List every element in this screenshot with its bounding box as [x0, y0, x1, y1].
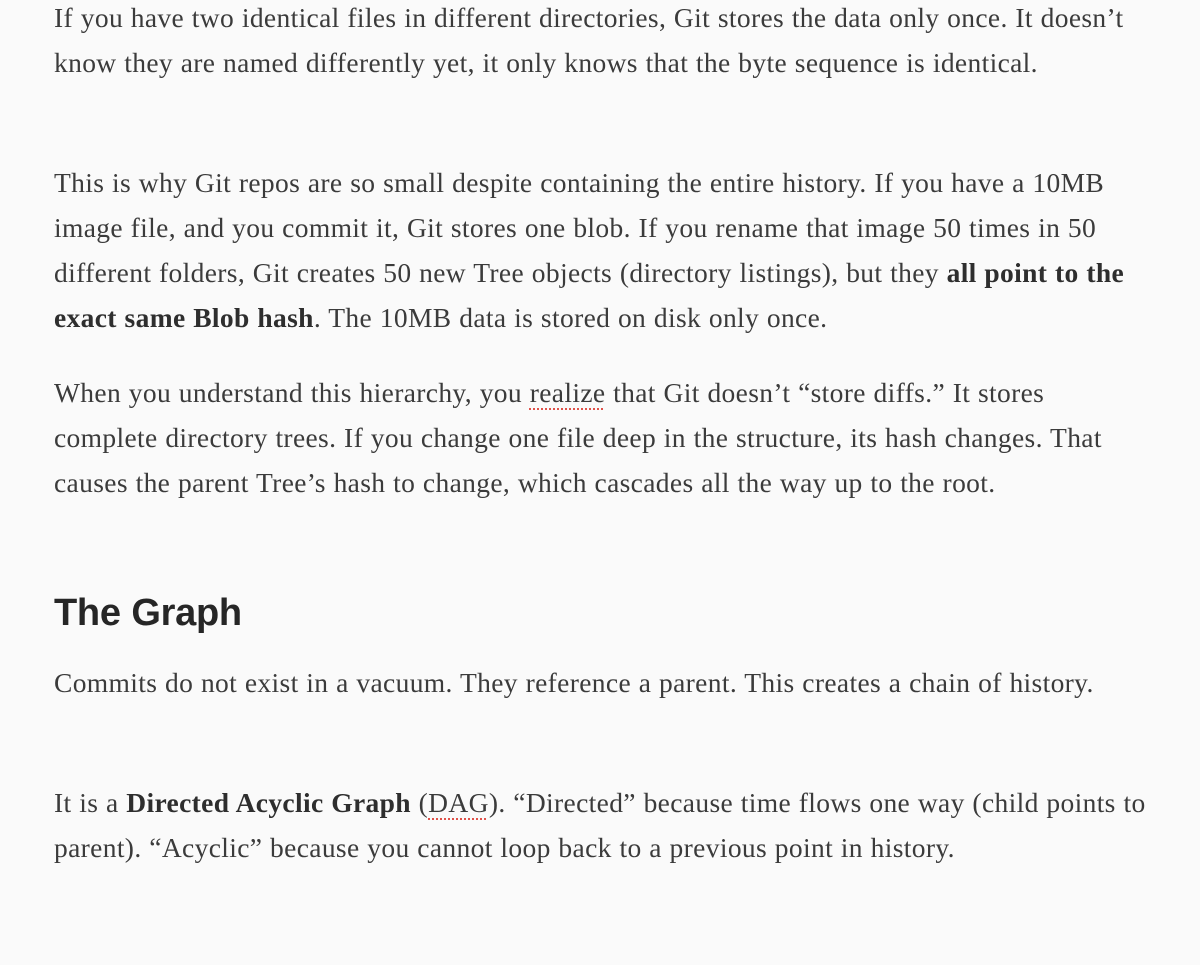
paragraph-text: It is a [54, 787, 127, 818]
paragraph-hierarchy [54, 370, 1146, 505]
paragraph-text: If you have two identical files in different directories, Git stores the data only once. It doesn’t know they are named differently yet, it only knows that the byte sequence is identical. [54, 2, 1124, 78]
paragraph-text: ). “Directed” because time flows one way (child points to parent). “Acyclic” because you cannot loop back to a previous point in history. [54, 787, 1146, 863]
paragraph-identical-files [54, 0, 1146, 85]
paragraph-text: . The 10MB data is stored on disk only once. [313, 302, 828, 333]
section-heading: The Graph [54, 592, 242, 634]
paragraph-text: ( [410, 787, 429, 818]
paragraph-text: that Git doesn’t “store diffs.” It stores complete directory trees. If you change one file deep in the structure, its hash changes. That causes the parent Tree’s hash to change, which cascades all the way up to the root. [54, 377, 1102, 498]
spellcheck-flagged-word[interactable]: DAG [428, 787, 489, 818]
paragraph-commits [54, 660, 1146, 705]
paragraph-text: This is why Git repos are so small despite containing the entire history. If you have a 10MB image file, and you commit it, Git stores one blob. If you rename that image 50 times in 50 different folders, Git creates 50 new Tree objects (directory listings), but they [54, 167, 1105, 288]
paragraph-small-repos [54, 160, 1146, 340]
emphasis-same-blob-hash: all point to the exact same Blob hash [54, 257, 1125, 333]
emphasis-directed-acyclic-graph: Directed Acyclic Graph [126, 787, 411, 818]
paragraph-dag [54, 780, 1146, 870]
spellcheck-flagged-word[interactable]: realize [529, 377, 606, 408]
paragraph-text: Commits do not exist in a vacuum. They reference a parent. This creates a chain of history. [54, 667, 1094, 698]
paragraph-text: When you understand this hierarchy, you [54, 377, 530, 408]
